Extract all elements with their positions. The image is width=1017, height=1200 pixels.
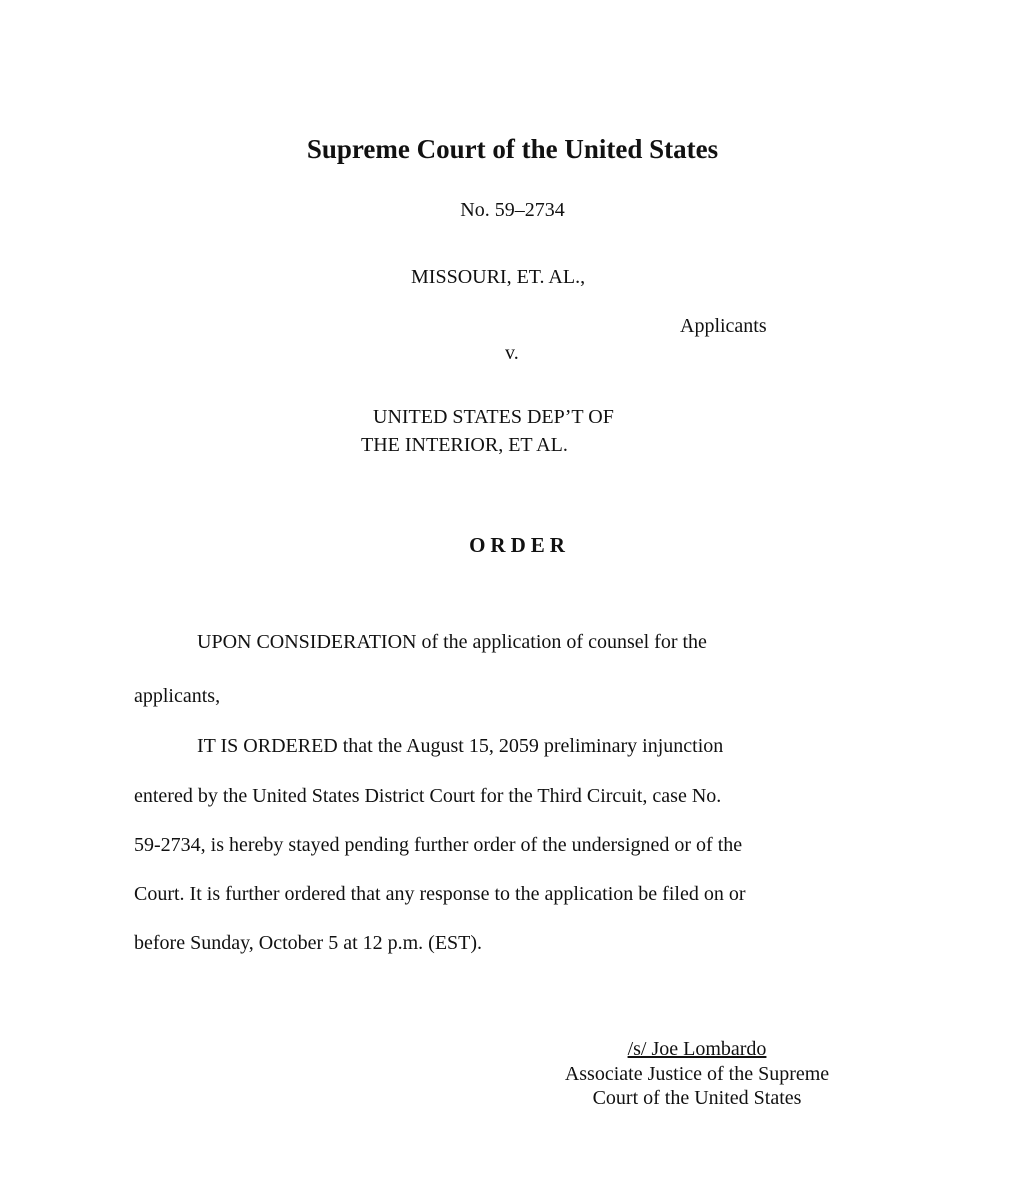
respondent-line-1: UNITED STATES DEP’T OF	[373, 406, 614, 428]
docket-number: No. 59–2734	[460, 199, 565, 221]
paragraph-line: UPON CONSIDERATION of the application of counsel for the	[197, 631, 707, 653]
versus: v.	[505, 342, 519, 364]
court-title: Supreme Court of the United States	[306, 134, 719, 164]
applicant-role: Applicants	[680, 315, 767, 337]
signature-title-line-1: Associate Justice of the Supreme	[564, 1063, 830, 1085]
paragraph-line: before Sunday, October 5 at 12 p.m. (EST).	[134, 932, 483, 954]
signature-name: /s/ Joe Lombardo	[627, 1038, 767, 1060]
paragraph-line: IT IS ORDERED that the August 15, 2059 preliminary injunction	[197, 735, 724, 757]
paragraph-line: entered by the United States District Court for the Third Circuit, case No.	[134, 785, 722, 807]
respondent-line-2: THE INTERIOR, ET AL.	[361, 434, 568, 456]
paragraph-line: 59-2734, is hereby stayed pending further order of the undersigned or of the	[134, 834, 743, 856]
order-heading: ORDER	[469, 533, 570, 557]
applicant-name: MISSOURI, ET. AL.,	[411, 266, 586, 288]
paragraph-line: Court. It is further ordered that any response to the application be filed on or	[134, 883, 746, 905]
signature-title-line-2: Court of the United States	[592, 1087, 802, 1109]
paragraph-line: applicants,	[134, 685, 221, 707]
